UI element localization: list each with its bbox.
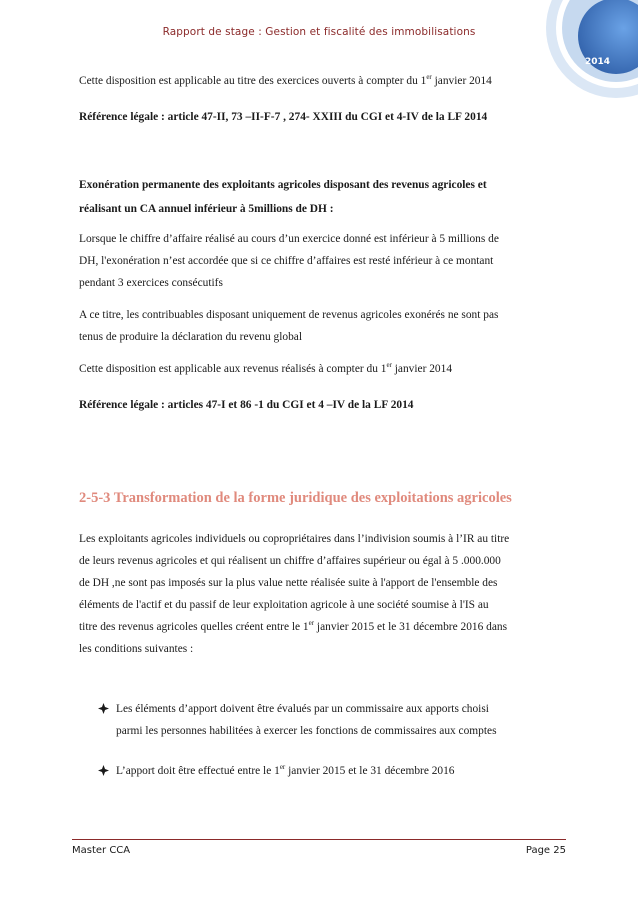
- text-fragment: Cette disposition est applicable au titre des exercices ouverts à compter du 1: [79, 75, 427, 87]
- year-badge: [528, 0, 638, 110]
- paragraph-line: Lorsque le chiffre d’affaire réalisé au cours d’un exercice donné est inférieur à 5 millions de: [79, 233, 499, 245]
- text-fragment: L’apport doit être effectué entre le 1: [116, 765, 280, 777]
- paragraph-line: Les exploitants agricoles individuels ou copropriétaires dans l’indivision soumis à l’IR au titre: [79, 533, 510, 545]
- text-fragment: Cette disposition est applicable aux revenus réalisés à compter du 1: [79, 363, 387, 375]
- text-fragment: janvier 2014: [431, 75, 492, 87]
- bullet-text: Les éléments d’apport doivent être évalués par un commissaire aux apports choisi: [116, 703, 489, 715]
- superscript: er: [386, 361, 392, 369]
- superscript: er: [308, 619, 315, 627]
- bold-title-line-1: Exonération permanente des exploitants agricoles disposant des revenus agricoles et: [79, 179, 487, 191]
- footer-page-number: Page 25: [525, 845, 566, 856]
- paragraph-disposition-1: [79, 70, 559, 92]
- diamond-bullet-icon: [98, 703, 109, 717]
- text-fragment: janvier 2015 et le 31 décembre 2016 dans: [314, 621, 508, 633]
- paragraph-line: A ce titre, les contribuables disposant uniquement de revenus agricoles exonérés ne sont pas: [79, 309, 499, 321]
- bold-title-line-2: réalisant un CA annuel inférieur à 5millions de DH :: [79, 203, 334, 215]
- legal-reference-1: Référence légale : article 47-II, 73 –II-F-7 , 274- XXIII du CGI et 4-IV de la LF 2014: [79, 111, 488, 123]
- section-heading: 2-5-3 Transformation de la forme juridique des exploitations agricoles: [79, 490, 512, 506]
- bullet-text: parmi les personnes habilitées à exercer les fonctions de commissaires aux comptes: [116, 725, 497, 737]
- year-badge-circle-icon: [528, 0, 638, 110]
- paragraph-line: de DH ,ne sont pas imposés sur la plus value nette réalisée suite à l'apport de l'ensemble des: [79, 577, 498, 589]
- paragraph-line: de leurs revenus agricoles et qui réalisent un chiffre d’affaires supérieur ou égal à 5 .000.000: [79, 555, 501, 567]
- paragraph-line: DH, l'exonération n’est accordée que si ce chiffre d’affaires est resté inférieur à ce montant: [79, 255, 494, 267]
- text-fragment: janvier 2014: [391, 363, 453, 375]
- text-fragment: titre des revenus agricoles quelles créent entre le 1: [79, 621, 309, 633]
- superscript: er: [279, 763, 286, 771]
- legal-reference-2: Référence légale : articles 47-I et 86 -1 du CGI et 4 –IV de la LF 2014: [79, 399, 414, 411]
- text-fragment: janvier 2015 et le 31 décembre 2016: [285, 765, 455, 777]
- paragraph-line: [79, 616, 559, 638]
- paragraph-disposition-2: [79, 358, 559, 380]
- superscript: er: [426, 73, 432, 81]
- footer-program-label: Master CCA: [72, 845, 131, 856]
- page-header-title: Rapport de stage : Gestion et fiscalité des immobilisations: [162, 26, 476, 38]
- paragraph-line: tenus de produire la déclaration du revenu global: [79, 331, 302, 343]
- diamond-bullet-icon: [98, 765, 109, 779]
- bullet-text: [116, 760, 455, 782]
- footer-divider: [72, 839, 566, 840]
- year-label: 2014: [584, 57, 610, 67]
- paragraph-line: éléments de l'actif et du passif de leur exploitation agricole à une société soumise à l'IS au: [79, 599, 489, 611]
- paragraph-line: les conditions suivantes :: [79, 643, 194, 655]
- paragraph-line: pendant 3 exercices consécutifs: [79, 277, 223, 289]
